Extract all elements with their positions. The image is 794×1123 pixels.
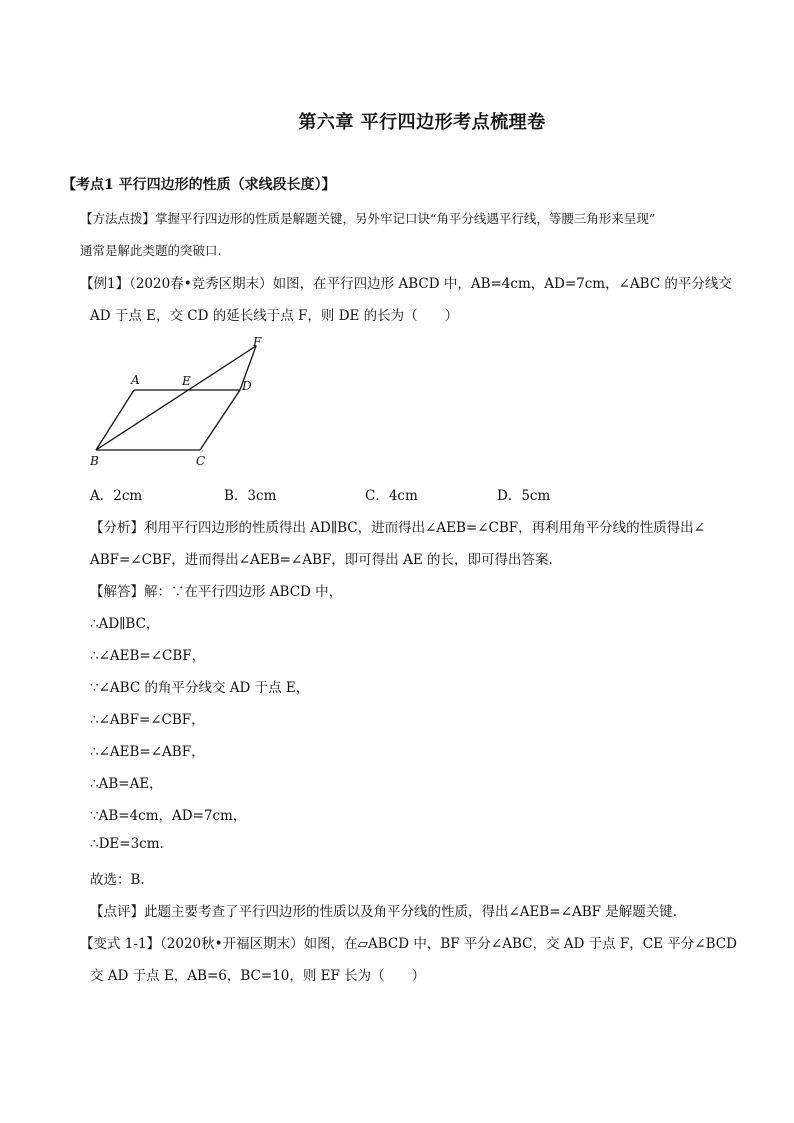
solution-line: ∴AB=AE，: [90, 776, 163, 792]
label-a: A: [131, 373, 140, 387]
solution-line: ∴AD∥BC，: [90, 616, 160, 632]
example-1-line-2: AD 于点 E，交 CD 的延长线于点 F，则 DE 的长为（ ）: [90, 308, 459, 324]
solution-line: ∵∠ABC 的角平分线交 AD 于点 E，: [90, 680, 310, 696]
solution-line: ∴∠AEB=∠ABF，: [90, 744, 205, 760]
solution-line: 【解答】解：∵在平行四边形 ABCD 中，: [90, 584, 343, 600]
analysis-line-2: ABF=∠CBF，进而得出∠AEB=∠ABF，即可得出 AE 的长，即可得出答案.: [90, 552, 553, 568]
variant-1-line-2: 交 AD 于点 E，AB=6，BC=10，则 EF 长为（ ）: [90, 968, 426, 984]
side-dc: [200, 390, 240, 450]
choice-c[interactable]: C．4cm: [365, 488, 418, 504]
label-f: F: [253, 335, 262, 349]
section-heading: 【考点1 平行四边形的性质（求线段长度）】: [62, 177, 336, 193]
page-title: 第六章 平行四边形考点梳理卷: [298, 112, 546, 133]
solution-line: ∵AB=4cm，AD=7cm，: [90, 808, 247, 824]
solution-line: 故选：B.: [90, 872, 145, 888]
label-d: D: [242, 379, 252, 393]
label-e: E: [182, 374, 191, 388]
label-c: C: [196, 454, 206, 468]
choice-b[interactable]: B．3cm: [224, 488, 277, 504]
comment-line: 【点评】此题主要考查了平行四边形的性质以及角平分线的性质，得出∠AEB=∠ABF 是解题关键.: [90, 904, 678, 920]
solution-line: ∴DE=3cm.: [90, 836, 164, 852]
example-1-line-1: 【例1】（2020春•竞秀区期末）如图，在平行四边形 ABCD 中，AB=4cm，AD=7cm，∠ABC 的平分线交: [80, 276, 732, 292]
side-ab: [96, 390, 134, 450]
solution-line: ∴∠ABF=∠CBF，: [90, 712, 205, 728]
analysis-line-1: 【分析】利用平行四边形的性质得出 AD∥BC，进而得出∠AEB=∠CBF，再利用角平分线的性质得出∠: [90, 520, 705, 536]
parallelogram-figure: [78, 332, 278, 472]
method-tip-line-2: 通常是解此类题的突破口.: [80, 243, 222, 258]
method-tip-line-1: 【方法点拨】掌握平行四边形的性质是解题关键，另外牢记口诀“角平分线遇平行线，等腰三角形来呈现”: [80, 211, 656, 226]
bisector-bf: [96, 346, 256, 450]
choice-a[interactable]: A．2cm: [90, 488, 143, 504]
choice-d[interactable]: D．5cm: [497, 488, 551, 504]
variant-1-line-1: 【变式 1-1】（2020秋•开福区期末）如图，在▱ABCD 中，BF 平分∠ABC，交 AD 于点 F，CE 平分∠BCD: [80, 936, 737, 952]
solution-line: ∴∠AEB=∠CBF，: [90, 648, 206, 664]
label-b: B: [90, 454, 99, 468]
